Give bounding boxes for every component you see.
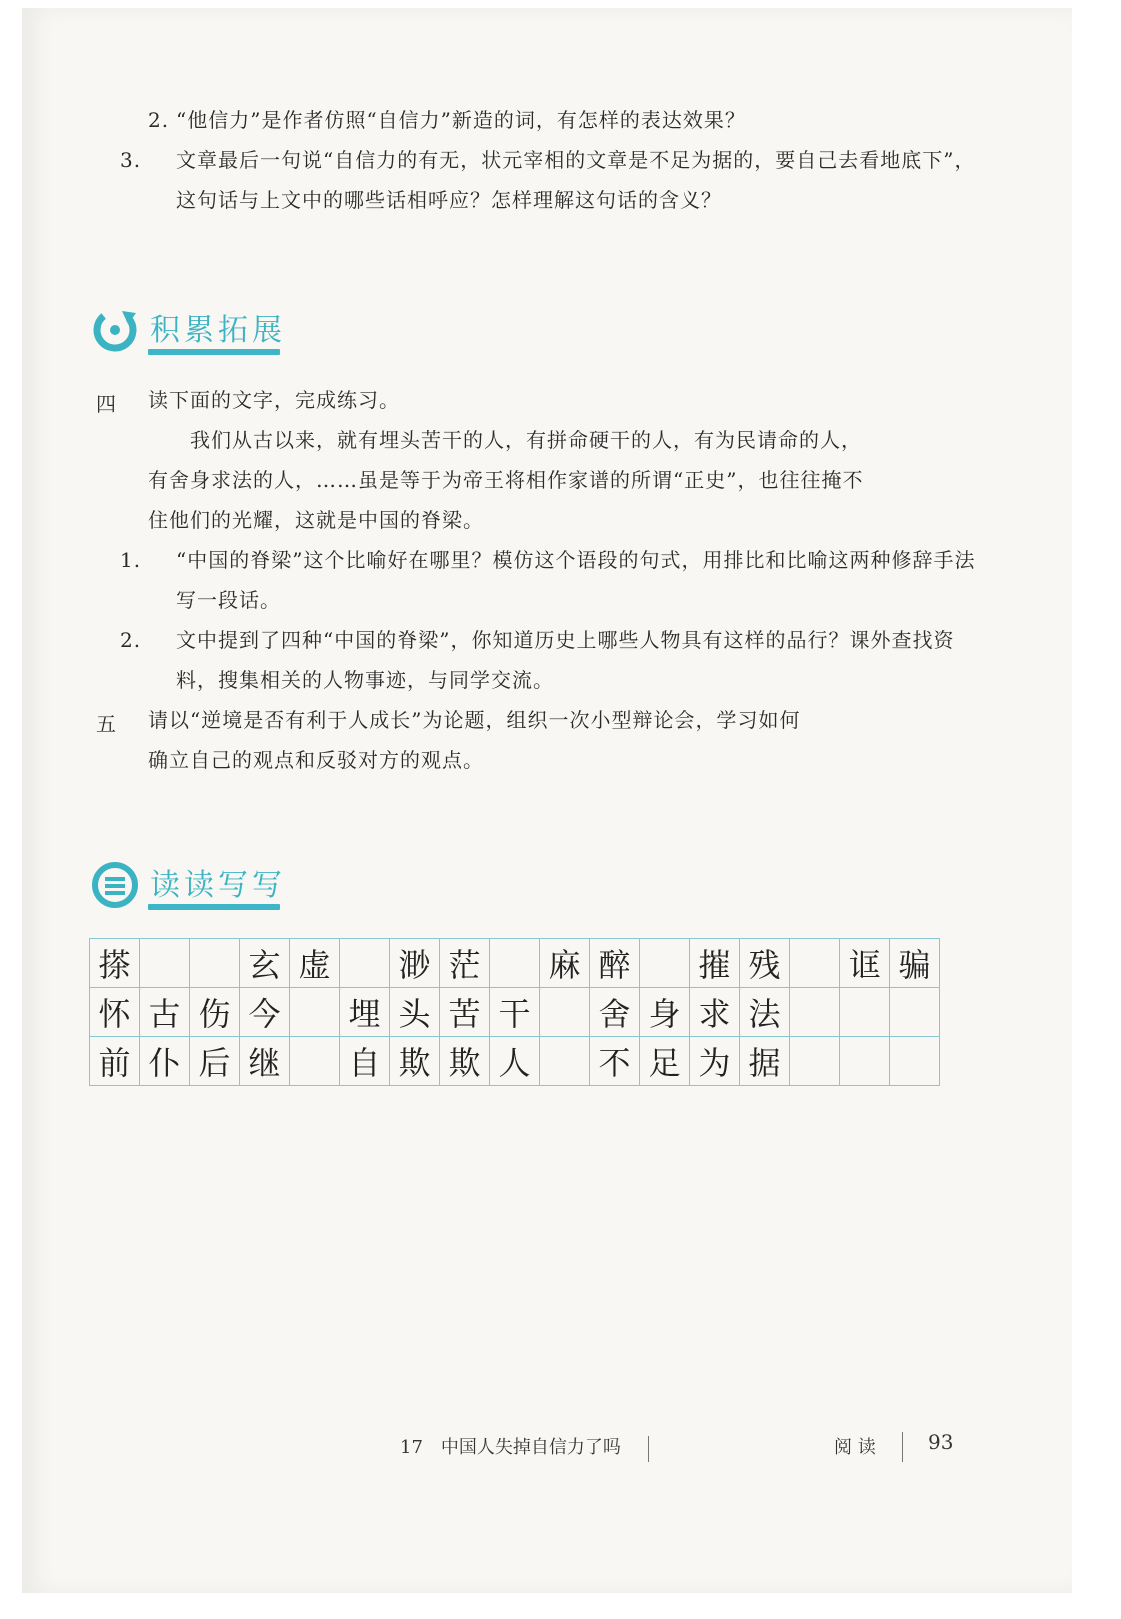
grid-cell xyxy=(790,1037,840,1086)
grid-cell xyxy=(890,988,940,1037)
exercise-number: 四 xyxy=(96,392,116,416)
grid-row xyxy=(90,939,940,988)
grid-cell: 搽 xyxy=(90,939,140,988)
grid-cell xyxy=(840,988,890,1037)
page xyxy=(22,8,1072,1593)
grid-cell: 法 xyxy=(740,988,790,1037)
equals-circle-icon xyxy=(92,862,138,908)
passage-line: 我们从古以来，就有埋头苦干的人，有拼命硬干的人，有为民请命的人， xyxy=(190,428,862,452)
grid-cell xyxy=(890,1037,940,1086)
section-accumulate-header xyxy=(92,305,352,365)
footer-divider xyxy=(648,1436,649,1462)
grid-cell xyxy=(290,1037,340,1086)
grid-cell: 舍 xyxy=(590,988,640,1037)
passage-line: 有舍身求法的人，……虽是等于为帝王将相作家谱的所谓“正史”，也往往掩不 xyxy=(148,468,864,492)
grid-cell: 欺 xyxy=(440,1037,490,1086)
page-number: 93 xyxy=(928,1430,954,1454)
grid-cell: 足 xyxy=(640,1037,690,1086)
question-number: 3. xyxy=(120,148,142,172)
grid-cell: 虚 xyxy=(290,939,340,988)
grid-cell: 据 xyxy=(740,1037,790,1086)
section-title: 积累拓展 xyxy=(150,313,286,348)
grid-cell xyxy=(340,939,390,988)
grid-cell: 头 xyxy=(390,988,440,1037)
grid-cell xyxy=(540,988,590,1037)
item-text: “中国的脊梁”这个比喻好在哪里？模仿这个语段的句式，用排比和比喻这两种修辞手法写一段话。 xyxy=(176,548,976,612)
character-grid xyxy=(89,938,940,1086)
refresh-arrow-icon xyxy=(92,307,138,353)
grid-cell: 为 xyxy=(690,1037,740,1086)
exercise-number: 五 xyxy=(96,712,116,736)
grid-cell: 骗 xyxy=(890,939,940,988)
grid-cell: 残 xyxy=(740,939,790,988)
grid-cell: 欺 xyxy=(390,1037,440,1086)
grid-cell: 继 xyxy=(240,1037,290,1086)
grid-cell: 埋 xyxy=(340,988,390,1037)
grid-cell xyxy=(190,939,240,988)
grid-cell: 干 xyxy=(490,988,540,1037)
exercise-instruction: 读下面的文字，完成练习。 xyxy=(148,388,400,412)
grid-cell: 醉 xyxy=(590,939,640,988)
section-title: 读读写写 xyxy=(150,868,286,903)
passage-line: 住他们的光耀，这就是中国的脊梁。 xyxy=(148,508,484,532)
item-number: 1. xyxy=(120,548,142,572)
exercise-item xyxy=(120,620,986,700)
grid-cell xyxy=(790,939,840,988)
exercise-text: 请以“逆境是否有利于人成长”为论题，组织一次小型辩论会，学习如何 xyxy=(148,708,801,732)
footer-divider xyxy=(902,1432,903,1462)
footer-lesson: 17 中国人失掉自信力了吗 xyxy=(400,1437,621,1458)
grid-cell: 苦 xyxy=(440,988,490,1037)
section-underline xyxy=(148,904,280,910)
question-text: 文章最后一句说“自信力的有无，状元宰相的文章是不足为据的，要自己去看地底下”，这句话与上文中的哪些话相呼应？怎样理解这句话的含义？ xyxy=(176,148,976,212)
grid-cell: 仆 xyxy=(140,1037,190,1086)
grid-cell: 不 xyxy=(590,1037,640,1086)
grid-cell: 求 xyxy=(690,988,740,1037)
grid-cell xyxy=(840,1037,890,1086)
question-2 xyxy=(148,100,746,140)
grid-cell: 后 xyxy=(190,1037,240,1086)
grid-cell: 怀 xyxy=(90,988,140,1037)
grid-cell xyxy=(490,939,540,988)
grid-cell: 诓 xyxy=(840,939,890,988)
grid-cell: 茫 xyxy=(440,939,490,988)
item-text: 文中提到了四种“中国的脊梁”，你知道历史上哪些人物具有这样的品行？课外查找资料，搜集相关的人物事迹，与同学交流。 xyxy=(176,628,955,692)
grid-cell xyxy=(140,939,190,988)
grid-cell: 渺 xyxy=(390,939,440,988)
exercise-text: 确立自己的观点和反驳对方的观点。 xyxy=(148,748,484,772)
grid-cell: 前 xyxy=(90,1037,140,1086)
grid-cell: 摧 xyxy=(690,939,740,988)
grid-cell: 自 xyxy=(340,1037,390,1086)
footer-section: 阅 读 xyxy=(834,1437,876,1458)
exercise-item xyxy=(120,540,986,620)
question-3 xyxy=(120,140,986,220)
question-text: “他信力”是作者仿照“自信力”新造的词，有怎样的表达效果？ xyxy=(176,108,746,132)
grid-cell: 麻 xyxy=(540,939,590,988)
item-number: 2. xyxy=(120,628,142,652)
grid-cell: 玄 xyxy=(240,939,290,988)
grid-cell: 身 xyxy=(640,988,690,1037)
grid-cell xyxy=(640,939,690,988)
grid-cell xyxy=(540,1037,590,1086)
grid-cell: 伤 xyxy=(190,988,240,1037)
section-readwrite-header xyxy=(92,860,352,920)
grid-cell: 古 xyxy=(140,988,190,1037)
grid-row xyxy=(90,988,940,1037)
grid-cell xyxy=(790,988,840,1037)
grid-cell xyxy=(290,988,340,1037)
grid-cell: 人 xyxy=(490,1037,540,1086)
grid-cell: 今 xyxy=(240,988,290,1037)
question-number: 2. xyxy=(148,108,170,132)
section-underline xyxy=(148,349,280,355)
grid-row xyxy=(90,1037,940,1086)
